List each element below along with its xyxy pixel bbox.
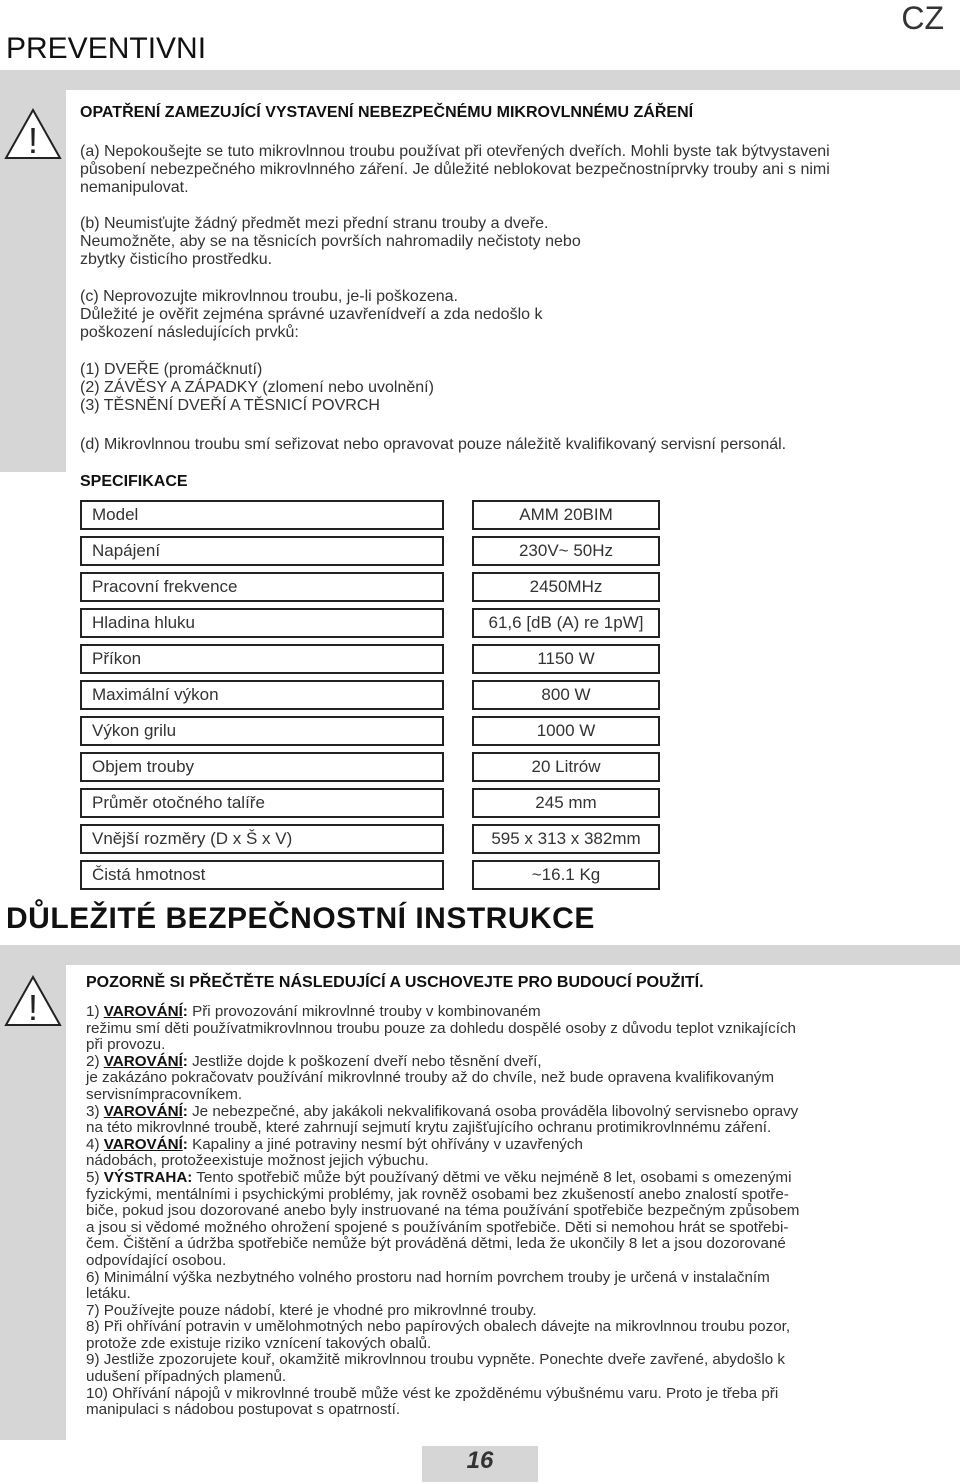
spec-value: 245 mm <box>472 788 660 818</box>
spec-label: Pracovní frekvence <box>80 572 444 602</box>
spec-value: 1150 W <box>472 644 660 674</box>
spec-label: Objem trouby <box>80 752 444 782</box>
text-line: Neumožněte, aby se na těsnicích površích nahromadily nečistoty nebo <box>80 233 581 250</box>
spec-value: AMM 20BIM <box>472 500 660 530</box>
instruction-separator: : <box>182 1052 188 1070</box>
instruction-separator: : <box>182 1003 188 1020</box>
spec-value: 800 W <box>472 680 660 710</box>
instruction-line: 7) Používejte pouze nádobí, které je vhodné pro mikrovlnné trouby. <box>86 1301 537 1319</box>
text-line: zbytky čisticího prostředku. <box>80 251 273 268</box>
instruction-line: protože zde existuje riziko vznícení takových obalů. <box>86 1334 432 1352</box>
warning-triangle-icon <box>4 975 62 1027</box>
page-title: PREVENTIVNI <box>6 32 207 65</box>
spec-label: Příkon <box>80 644 444 674</box>
instruction-line <box>86 1054 952 1071</box>
text-line: Důležité je ověřit zejména správné uzavřenídveří a zda nedošlo k <box>80 306 543 323</box>
instruction-text: Při provozování mikrovlnné trouby v kombinovaném <box>187 1003 541 1020</box>
spec-value: 595 x 313 x 382mm <box>472 824 660 854</box>
instruction-text: Tento spotřebič může být používaný dětmi ve věku nejméně 8 let, osobami s omezenými <box>192 1168 792 1186</box>
instruction-line: manipulaci s nádobou postupovat s opatrností. <box>86 1401 401 1419</box>
instruction-line: při provozu. <box>86 1036 166 1054</box>
svg-text:!: ! <box>27 987 39 1027</box>
instruction-line <box>86 1004 952 1021</box>
instruction-line: nádobách, protožeexistuje možnost jejich výbuchu. <box>86 1152 429 1170</box>
spec-row <box>80 500 660 530</box>
spec-value: 1000 W <box>472 716 660 746</box>
instruction-line: servisnímpracovníkem. <box>86 1085 243 1103</box>
section-subtitle: POZORNĚ SI PŘEČTĚTE NÁSLEDUJÍCÍ A USCHOVEJTE PRO BUDOUCÍ POUŽITÍ. <box>86 974 704 991</box>
instruction-line: udušení případných plamenů. <box>86 1368 287 1386</box>
instruction-line: letáku. <box>86 1285 131 1303</box>
spec-row <box>80 572 660 602</box>
instruction-line: na této mikrovlnné troubě, které zahrnují sejmutí krytu zajišťujícího ochranu protimikrovlnnému záření. <box>86 1119 772 1137</box>
text-line: nemanipulovat. <box>80 179 189 196</box>
spec-row <box>80 860 660 890</box>
spec-gap <box>444 608 472 638</box>
instruction-text: Jestliže dojde k poškození dveří nebo těsnění dveří, <box>187 1052 542 1070</box>
section-title: OPATŘENÍ ZAMEZUJÍCÍ VYSTAVENÍ NEBEZPEČNÉMU MIKROVLNNÉMU ZÁŘENÍ <box>80 104 694 121</box>
list-item: (3) TĚSNĚNÍ DVEŘÍ A TĚSNICÍ POVRCH <box>80 397 380 414</box>
text-line: (b) Neumisťujte žádný předmět mezi přední stranu trouby a dveře. <box>80 215 549 232</box>
instruction-number: 3) <box>86 1102 100 1120</box>
spec-gap <box>444 644 472 674</box>
instruction-number: 2) <box>86 1052 100 1070</box>
instruction-line: 9) Jestliže zpozorujete kouř, okamžitě mikrovlnnou troubu vypněte. Ponechte dveře zavřené, abydošlo k <box>86 1351 785 1369</box>
spec-gap <box>444 572 472 602</box>
specifications-title: SPECIFIKACE <box>80 473 188 490</box>
spec-row <box>80 608 660 638</box>
text-line: poškození následujících prvků: <box>80 324 299 341</box>
spec-row <box>80 680 660 710</box>
text-line: působení nebezpečného mikrovlnného záření. Je důležité neblokovat bezpečnostníprvky trouby ani s nimi <box>80 161 830 178</box>
spec-row <box>80 752 660 782</box>
spec-value: 61,6 [dB (A) re 1pW] <box>472 608 660 638</box>
paragraph-d: (d) Mikrovlnnou troubu smí seřizovat nebo opravovat pouze náležitě kvalifikovaný servisní personál. <box>80 436 787 453</box>
spec-gap <box>444 824 472 854</box>
instruction-line: 6) Minimální výška nezbytného volného prostoru nad horním povrchem trouby je určená v instalačním <box>86 1268 770 1286</box>
paragraph-c <box>80 288 950 342</box>
spec-row <box>80 536 660 566</box>
spec-gap <box>444 500 472 530</box>
spec-gap <box>444 752 472 782</box>
spec-label: Model <box>80 500 444 530</box>
instruction-line: fyzickými, mentálními i psychickými problémy, jak rovněž osobami bez zkušeností anebo znalostí spotře- <box>86 1185 789 1203</box>
instruction-line: 10) Ohřívání nápojů v mikrovlnné troubě může vést ke zpožděnému výbušnému varu. Proto je třeba při <box>86 1384 779 1402</box>
instruction-separator: : <box>187 1168 193 1186</box>
paragraph-b <box>80 215 950 269</box>
instruction-line: biče, pokud jsou dozorované anebo byly instruované na téma používání spotřebiče bezpečným způsobem <box>86 1202 800 1220</box>
instruction-text: Je nebezpečné, aby jakákoli nekvalifikovaná osoba prováděla libovolný servisnebo opravy <box>187 1102 799 1120</box>
instruction-number: 1) <box>86 1003 100 1020</box>
spec-gap <box>444 860 472 890</box>
text-line: (c) Neprovozujte mikrovlnnou troubu, je-li poškozena. <box>80 288 458 305</box>
specifications-table <box>80 494 660 896</box>
instruction-label: VAROVÁNÍ <box>103 1135 183 1153</box>
instruction-line: odpovídající osobou. <box>86 1251 227 1269</box>
spec-label: Maximální výkon <box>80 680 444 710</box>
list-item: (2) ZÁVĚSY A ZÁPADKY (zlomení nebo uvolnění) <box>80 379 434 396</box>
instruction-line: je zakázáno pokračovatv používání mikrovlnné trouby až do chvíle, než bude opravena kvalifikovaným <box>86 1069 775 1087</box>
instruction-number: 4) <box>86 1135 100 1153</box>
section-heading: DŮLEŽITÉ BEZPEČNOSTNÍ INSTRUKCE <box>6 902 595 935</box>
instruction-text: Kapaliny a jiné potraviny nesmí být ohřívány v uzavřených <box>187 1135 583 1153</box>
spec-label: Průměr otočného talíře <box>80 788 444 818</box>
instruction-line <box>86 1137 952 1154</box>
text-line: (a) Nepokoušejte se tuto mikrovlnnou troubu používat při otevřených dveřích. Mohli byste tak býtvystaveni <box>80 143 830 160</box>
spec-value: 20 Litrów <box>472 752 660 782</box>
spec-label: Napájení <box>80 536 444 566</box>
page-number: 16 <box>466 1447 494 1474</box>
instruction-label: VAROVÁNÍ <box>103 1052 183 1070</box>
warning-triangle-icon <box>4 108 62 160</box>
spec-label: Výkon grilu <box>80 716 444 746</box>
spec-row <box>80 716 660 746</box>
instruction-list <box>86 1004 952 1419</box>
spec-gap <box>444 788 472 818</box>
svg-text:!: ! <box>27 120 39 160</box>
instruction-line: režimu smí děti používatmikrovlnnou troubu pouze za dohledu dospělé osoby z důvodu teplot vznikajících <box>86 1019 797 1037</box>
spec-value: 2450MHz <box>472 572 660 602</box>
language-code: CZ <box>901 0 944 36</box>
instruction-number: 5) <box>86 1168 100 1186</box>
spec-row <box>80 824 660 854</box>
instruction-separator: : <box>182 1102 188 1120</box>
spec-row <box>80 644 660 674</box>
spec-row <box>80 788 660 818</box>
instruction-separator: : <box>182 1135 188 1153</box>
spec-label: Vnější rozměry (D x Š x V) <box>80 824 444 854</box>
instruction-line: 8) Při ohřívání potravin v umělohmotných nebo papírových obalech dávejte na mikrovlnnou troubu pozor, <box>86 1318 791 1336</box>
divider-bar <box>0 70 960 90</box>
spec-gap <box>444 536 472 566</box>
damage-list <box>80 361 950 415</box>
instruction-line: čem. Čištění a údržba spotřebiče nemůže být prováděná dětmi, leda že ukončily 8 let a jsou dozorované <box>86 1235 786 1253</box>
spec-gap <box>444 716 472 746</box>
instruction-label: VÝSTRAHA <box>103 1168 188 1186</box>
side-band <box>0 965 66 1440</box>
instruction-label: VAROVÁNÍ <box>103 1102 183 1120</box>
spec-value: 230V~ 50Hz <box>472 536 660 566</box>
instruction-line <box>86 1104 952 1121</box>
paragraph-a <box>80 143 950 197</box>
instruction-label: VAROVÁNÍ <box>103 1003 183 1020</box>
list-item: (1) DVEŘE (promáčknutí) <box>80 361 263 378</box>
instruction-line: a jsou si vědomé možného ohrožení spojené s používáním spotřebiče. Děti si nemohou hrát se spotřebi- <box>86 1218 789 1236</box>
divider-bar <box>0 945 960 965</box>
instruction-line <box>86 1170 952 1187</box>
spec-label: Hladina hluku <box>80 608 444 638</box>
spec-gap <box>444 680 472 710</box>
spec-label: Čistá hmotnost <box>80 860 444 890</box>
spec-value: ~16.1 Kg <box>472 860 660 890</box>
